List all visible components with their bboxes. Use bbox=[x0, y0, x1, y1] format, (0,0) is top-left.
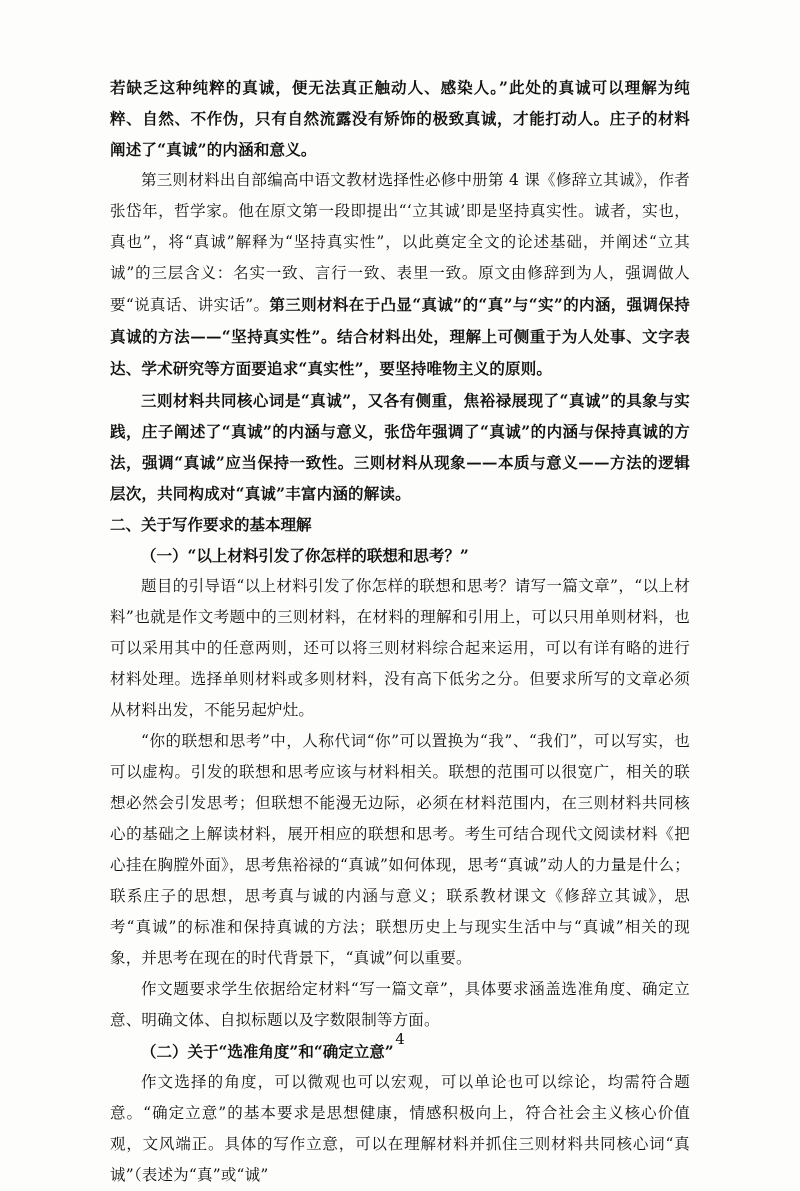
paragraph-common-core bbox=[110, 385, 690, 509]
paragraph-angle: 作文选择的角度，可以微观也可以宏观，可以单论也可以综论，均需符合题意。“确定立意”的基本要求是思想健康，情感积极向上，符合社会主义核心价值观，文风端正。具体的写作立意，可以在理解材料并抓住三则材料共同核心词“真诚”（表述为“真”或“诚” bbox=[110, 1073, 690, 1184]
paragraph-association: “你的联想和思考”中，人称代词“你”可以置换为“我”、“我们”，可以写实，也可以虚构。引发的联想和思考应该与材料相关。联想的范围可以很宽广，相关的联想必然会引发思考；但联想不能漫无边际，必须在材料范围内，在三则材料共同核心的基础之上解读材料，展开相应的联想和思考。考生可结合现代文阅读材料《把心挂在胸膛外面》，思考焦裕禄的“真诚”如何体现，思考“真诚”动人的力量是什么；联系庄子的思想，思考真与诚的内涵与意义；联系教材课文《修辞立其诚》，思考“真诚”的标准和保持真诚的方法；联想历史上与现实生活中与“真诚”相关的现象，并思考在现在的时代背景下，“真诚”何以重要。 bbox=[110, 732, 690, 967]
paragraph-third-material bbox=[110, 165, 690, 385]
paragraph-text: 若缺乏这种纯粹的真诚，便无法真正触动人、感染人。”此处的真诚可以理解为纯粹、自然、不作伪，只有自然流露没有矫饰的极致真诚，才能打动人。庄子的材料阐述了“真诚”的内涵和意义。 bbox=[110, 78, 690, 159]
paragraph-text: 三则材料共同核心词是“真诚”，又各有侧重，焦裕禄展现了“真诚”的具象与实践，庄子阐述了“真诚”的内涵与意义，张岱年强调了“真诚”的内涵与保持真诚的方法，强调“真诚”应当保持一致性。三则材料从现象——本质与意义——方法的逻辑层次，共同构成对“真诚”丰富内涵的解读。 bbox=[110, 391, 690, 503]
subsection-heading-1: （一）“以上材料引发了你怎样的联想和思考？” bbox=[141, 546, 469, 565]
paragraph-text: 第三则材料出自部编高中语文教材选择性必修中册第 4 课《修辞立其诚》，作者张岱年，哲学家。他在原文第一段即提出“‘立其诚’即是坚持真实性。诚者，实也，真也”，将“真诚”解释为“坚持真实性”，以此奠定全文的论述基础，并阐述“立其诚”的三层含义：名实一致、言行一致、表里一致。原文由修辞到为人，强调做人要“说真话、讲实话”。 bbox=[110, 171, 690, 314]
page-number: 4 bbox=[395, 1030, 405, 1048]
paragraph-guide-words: 题目的引导语“以上材料引发了你怎样的联想和思考？请写一篇文章”，“以上材料”也就是作文考题中的三则材料，在材料的理解和引用上，可以只用单则材料，也可以采用其中的任意两则，还可以将三则材料综合起来运用，可以有详有略的进行材料处理。选择单则材料或多则材料，没有高下低劣之分。但要求所写的文章必须从材料出发，不能另起炉灶。 bbox=[110, 577, 690, 719]
paragraph-zhuangzi-conclusion bbox=[110, 72, 690, 165]
paragraph-emphasis: 第三则材料在于凸显“真诚”的“真”与“实”的内涵，强调保持真诚的方法——“坚持真实性”。结合材料出处，理解上可侧重于为人处事、文字表达、学术研究等方面要追求“真实性”，要坚持唯物主义的原则。 bbox=[110, 295, 690, 378]
section-heading: 二、关于写作要求的基本理解 bbox=[110, 515, 312, 534]
subsection-heading-2: （二）关于“选准角度”和“确定立意” bbox=[141, 1042, 394, 1061]
paragraph-requirements: 作文题要求学生依据给定材料“写一篇文章”，具体要求涵盖选准角度、确定立意、明确文体、自拟标题以及字数限制等方面。 bbox=[110, 980, 690, 1029]
